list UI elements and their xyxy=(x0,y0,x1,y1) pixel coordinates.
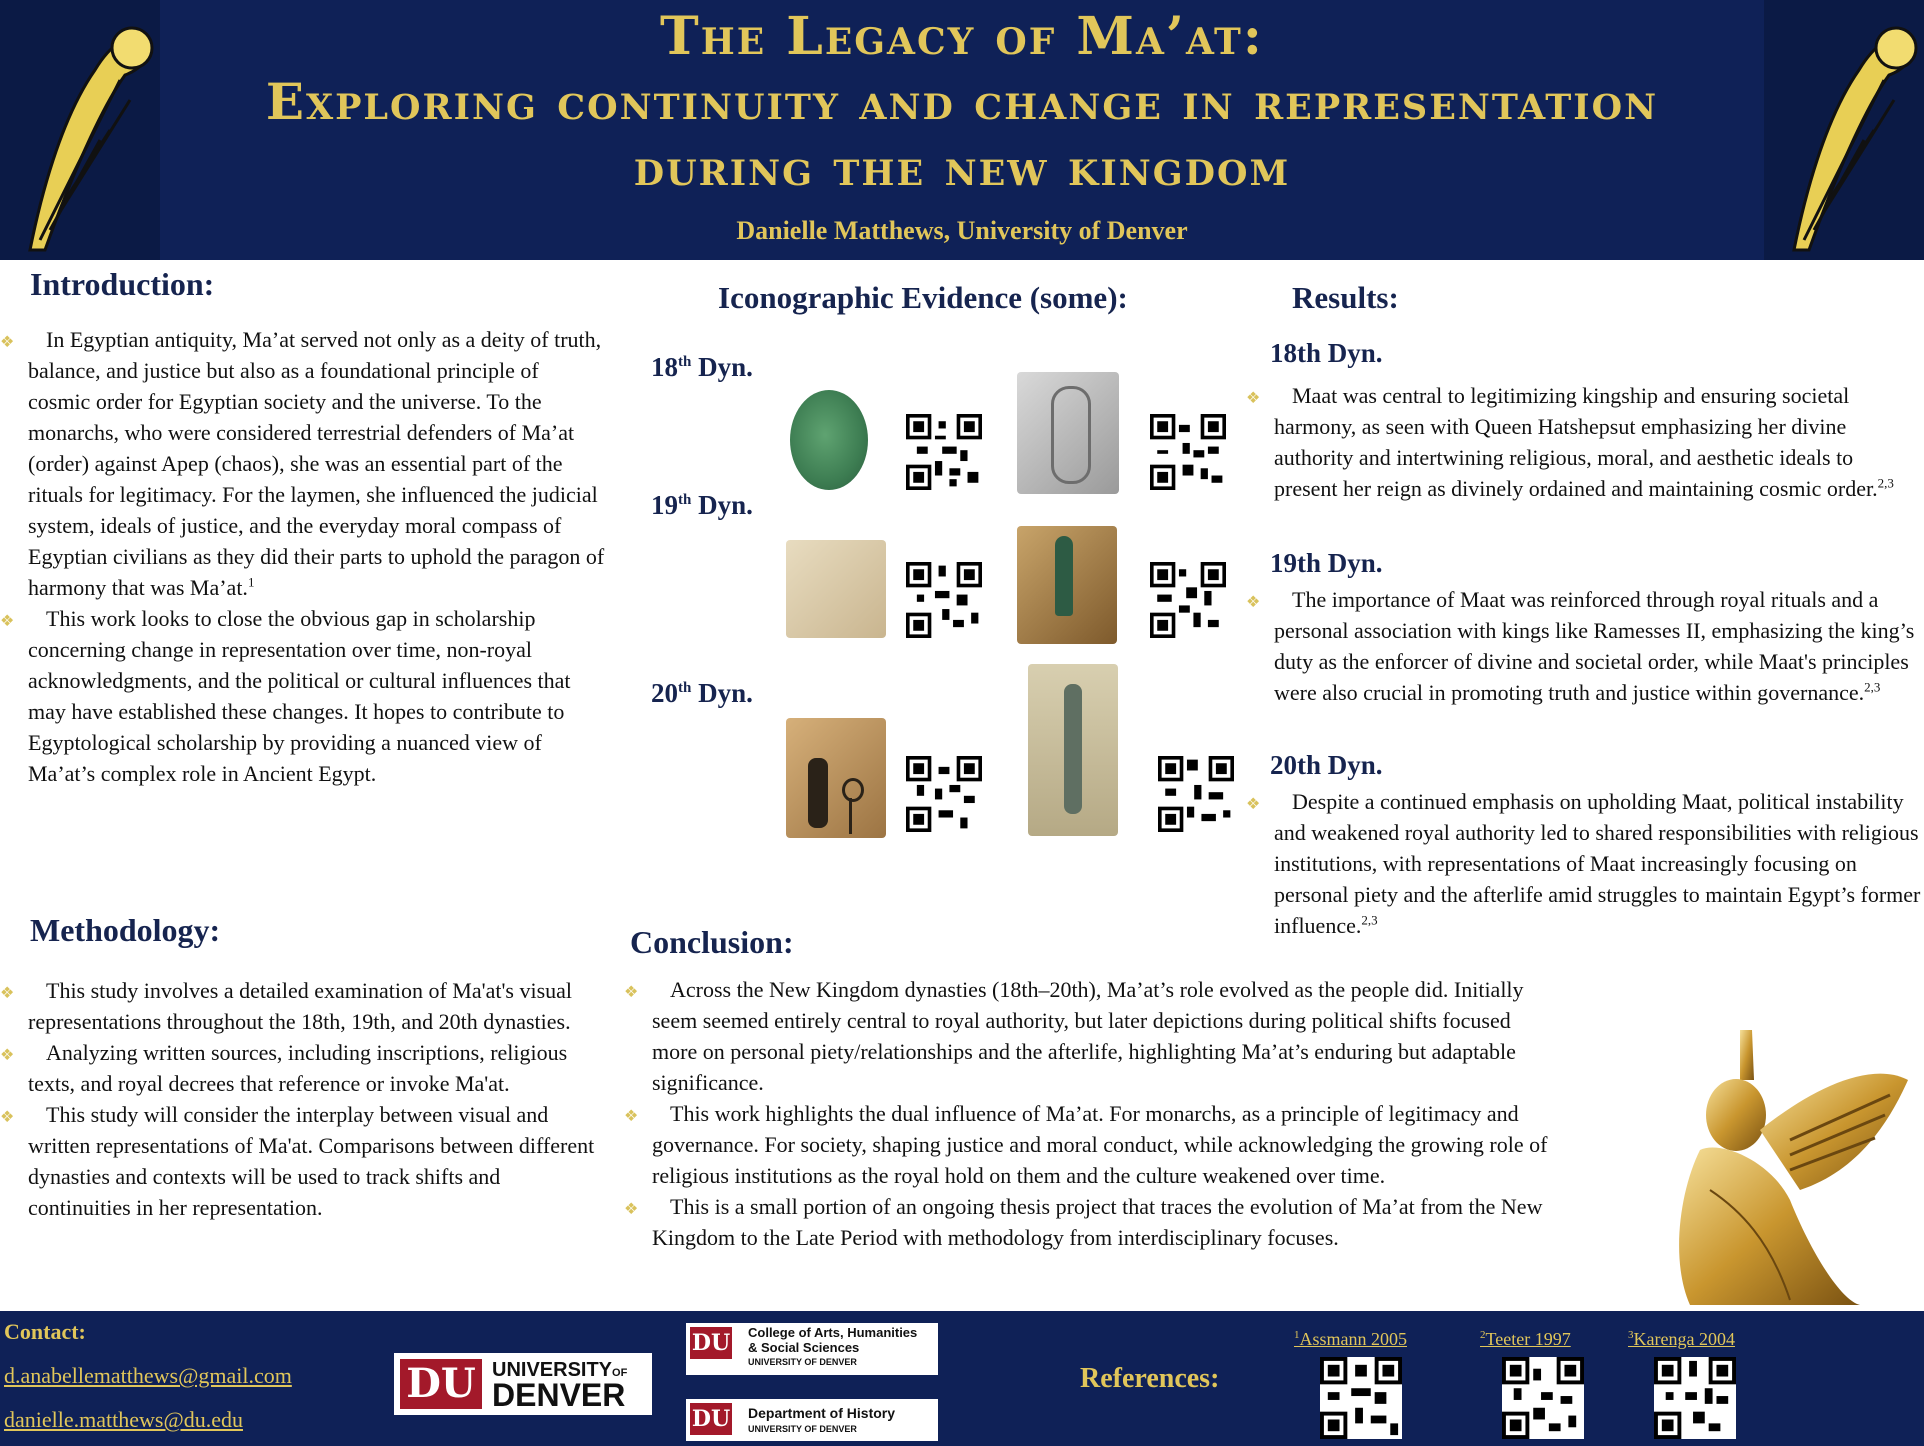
scarab-image xyxy=(790,390,868,490)
feather-painting-image xyxy=(1017,526,1117,644)
papyrus-fragment-image xyxy=(786,540,886,638)
introduction-paragraph-2: ❖ This work looks to close the obvious gap in scholarship concerning change in representation over time, non-royal acknowledgments, and the political or cultural influences that may have established these changes. It hopes to contribute to Egyptological scholarship by providing a nuanced view of Ma’at’s complex role in Ancient Egypt. xyxy=(0,606,571,786)
du-monogram-icon: DU xyxy=(690,1403,732,1435)
winged-maat-icon xyxy=(1640,1020,1910,1310)
diamond-bullet-icon: ❖ xyxy=(624,1108,639,1125)
methodology-list xyxy=(0,975,606,1223)
cahss-logo: DU College of Arts, Humanities & Social Sciences UNIVERSITY OF DENVER xyxy=(686,1323,938,1375)
qr-code-ref-2[interactable] xyxy=(1502,1357,1584,1439)
qr-code-ref-3[interactable] xyxy=(1654,1357,1736,1439)
diamond-bullet-icon: ❖ xyxy=(624,984,639,1001)
results-19-title: 19th Dyn. xyxy=(1270,548,1383,578)
list-item: ❖ Across the New Kingdom dynasties (18th–20th), Ma’at’s role evolved as the people did. Initially seem seemed entirely central to royal authority, but later depictions during political shifts focused more on personal piety/relationships and the afterlife, highlighting Ma’at’s enduring but adaptable significance. xyxy=(624,977,1524,1095)
qr-code-20-1[interactable] xyxy=(906,756,982,832)
header-banner xyxy=(0,0,1924,260)
reference-link-teeter[interactable]: $^2$Teeter 1997 xyxy=(1480,1329,1571,1349)
list-item: ❖ This is a small portion of an ongoing thesis project that traces the evolution of Ma’at from the New Kingdom to the Late Period with methodology from interdisciplinary focuses. xyxy=(624,1194,1543,1250)
maat-statue-image xyxy=(1640,1020,1910,1310)
qr-code-20-2[interactable] xyxy=(1158,756,1234,832)
diamond-bullet-icon: ❖ xyxy=(1246,390,1261,407)
qr-code-19-1[interactable] xyxy=(906,562,982,638)
list-item: ❖ Analyzing written sources, including inscriptions, religious texts, and royal decrees that reference or invoke Ma'at. xyxy=(0,1040,568,1096)
cartouche-outline xyxy=(1051,386,1091,484)
figure-shape xyxy=(808,758,828,828)
author-line: Danielle Matthews, University of Denver xyxy=(736,216,1188,245)
feather-icon xyxy=(1764,0,1924,260)
du-monogram-icon: DU xyxy=(690,1327,732,1359)
email-link-gmail[interactable]: d.anabellematthews@gmail.com xyxy=(4,1363,292,1388)
department-of-history-logo: DU Department of History UNIVERSITY OF DENVER xyxy=(686,1399,938,1441)
feather-right xyxy=(1764,0,1924,260)
introduction-paragraph-1: ❖ In Egyptian antiquity, Ma’at served not only as a deity of truth, balance, and justice but also as a foundational principle of cosmic order for Egyptian society and the universe. To the monarchs, who were considered terrestrial defenders of Ma’at (order) against Apep (chaos), she was an essential part of the rituals for legitimacy. For the laymen, she influenced the judicial system, ideals of justice, and the everyday moral compass of Egyptian civilians as they did their parts to uphold the paragon of harmony that was Ma’at.$^1$ xyxy=(0,327,605,600)
title-line-2: Exploring continuity and change in representation xyxy=(265,72,1659,131)
diamond-bullet-icon: ❖ xyxy=(624,1201,639,1218)
feather-left xyxy=(0,0,160,260)
standing-figure-shape xyxy=(1064,684,1082,814)
ankh-loop xyxy=(842,778,864,802)
qr-code-18-2[interactable] xyxy=(1150,414,1226,490)
diamond-bullet-icon: ❖ xyxy=(0,1047,15,1064)
dynasty-20-label: 20th Dyn. xyxy=(651,678,753,708)
cartouche-relief-image xyxy=(1017,372,1119,494)
methodology-heading: Methodology: xyxy=(30,912,221,948)
standing-figure-papyrus-image xyxy=(1028,664,1118,836)
diamond-bullet-icon: ❖ xyxy=(0,613,15,630)
qr-code-18-1[interactable] xyxy=(906,414,982,490)
green-feather-shape xyxy=(1055,536,1073,616)
list-item: ❖ This work highlights the dual influence of Ma’at. For monarchs, as a principle of legitimacy and governance. For society, shaping justice and moral conduct, while acknowledging the growing role of religious institutions as the royal hold on them and the culture weakened over time. xyxy=(624,1101,1548,1188)
list-item: ❖ This study involves a detailed examination of Ma'at's visual representations throughout the 18th, 19th, and 20th dynasties. xyxy=(0,978,573,1034)
title-line-3: during the new kingdom xyxy=(633,138,1291,197)
references-label: References: xyxy=(1080,1363,1220,1394)
contact-label: Contact: xyxy=(4,1319,86,1344)
reference-link-karenga[interactable]: $^3$Karenga 2004 xyxy=(1628,1329,1735,1349)
dynasty-18-label: 18th Dyn. xyxy=(651,352,753,382)
diamond-bullet-icon: ❖ xyxy=(0,334,15,351)
title-line-1: The Legacy of Ma’at: xyxy=(660,6,1264,67)
qr-code-ref-1[interactable] xyxy=(1320,1357,1402,1439)
reference-link-assmann[interactable]: $^1$Assmann 2005 xyxy=(1294,1329,1407,1349)
diamond-bullet-icon: ❖ xyxy=(1246,796,1261,813)
results-18-title: 18th Dyn. xyxy=(1270,338,1383,368)
introduction-body xyxy=(0,324,606,789)
ankh-stem xyxy=(849,798,852,834)
feather-icon xyxy=(0,0,160,260)
results-20-title: 20th Dyn. xyxy=(1270,750,1383,780)
du-monogram-icon: DU xyxy=(400,1359,482,1409)
university-of-denver-logo: DU UNIVERSITYOF DENVER xyxy=(394,1353,652,1415)
footer xyxy=(0,1311,1924,1446)
conclusion-list xyxy=(624,974,1560,1253)
diamond-bullet-icon: ❖ xyxy=(1246,594,1261,611)
results-heading: Results: xyxy=(1292,280,1399,315)
conclusion-heading: Conclusion: xyxy=(630,924,794,960)
diamond-bullet-icon: ❖ xyxy=(0,1109,15,1126)
iconographic-heading: Iconographic Evidence (some): xyxy=(718,280,1128,315)
results-20-body: ❖ Despite a continued emphasis on upholding Maat, political instability and weakened royal authority led to shared responsibilities with religious institutions, with representations of Maat increasingly focusing on personal piety and the afterlife amid struggles to maintain Egypt’s former influence.$^{2,3}$ xyxy=(1246,789,1921,938)
email-link-du[interactable]: danielle.matthews@du.edu xyxy=(4,1407,243,1432)
list-item: ❖ This study will consider the interplay between visual and written representations of Ma'at. Comparisons between different dynasties and contexts will be used to track shifts and continuities in her representation. xyxy=(0,1102,595,1220)
diamond-bullet-icon: ❖ xyxy=(0,985,15,1002)
results-19-body: ❖ The importance of Maat was reinforced through royal rituals and a personal association with kings like Ramesses II, emphasizing the king’s duty as the enforcer of divine and societal order, while Maat's principles were also crucial in promoting truth and justice within governance.$^{2,3}$ xyxy=(1246,587,1915,705)
introduction-heading: Introduction: xyxy=(30,266,215,302)
dynasty-19-label: 19th Dyn. xyxy=(651,490,753,520)
results-18-body: ❖ Maat was central to legitimizing kingship and ensuring societal harmony, as seen with Queen Hatshepsut emphasizing her divine authority and intertwining religious, moral, and aesthetic ideals to present her reign as divinely ordained and maintaining cosmic order.$^{2,3}$ xyxy=(1246,383,1894,501)
ankh-hieroglyph-image xyxy=(786,718,886,838)
qr-code-19-2[interactable] xyxy=(1150,562,1226,638)
